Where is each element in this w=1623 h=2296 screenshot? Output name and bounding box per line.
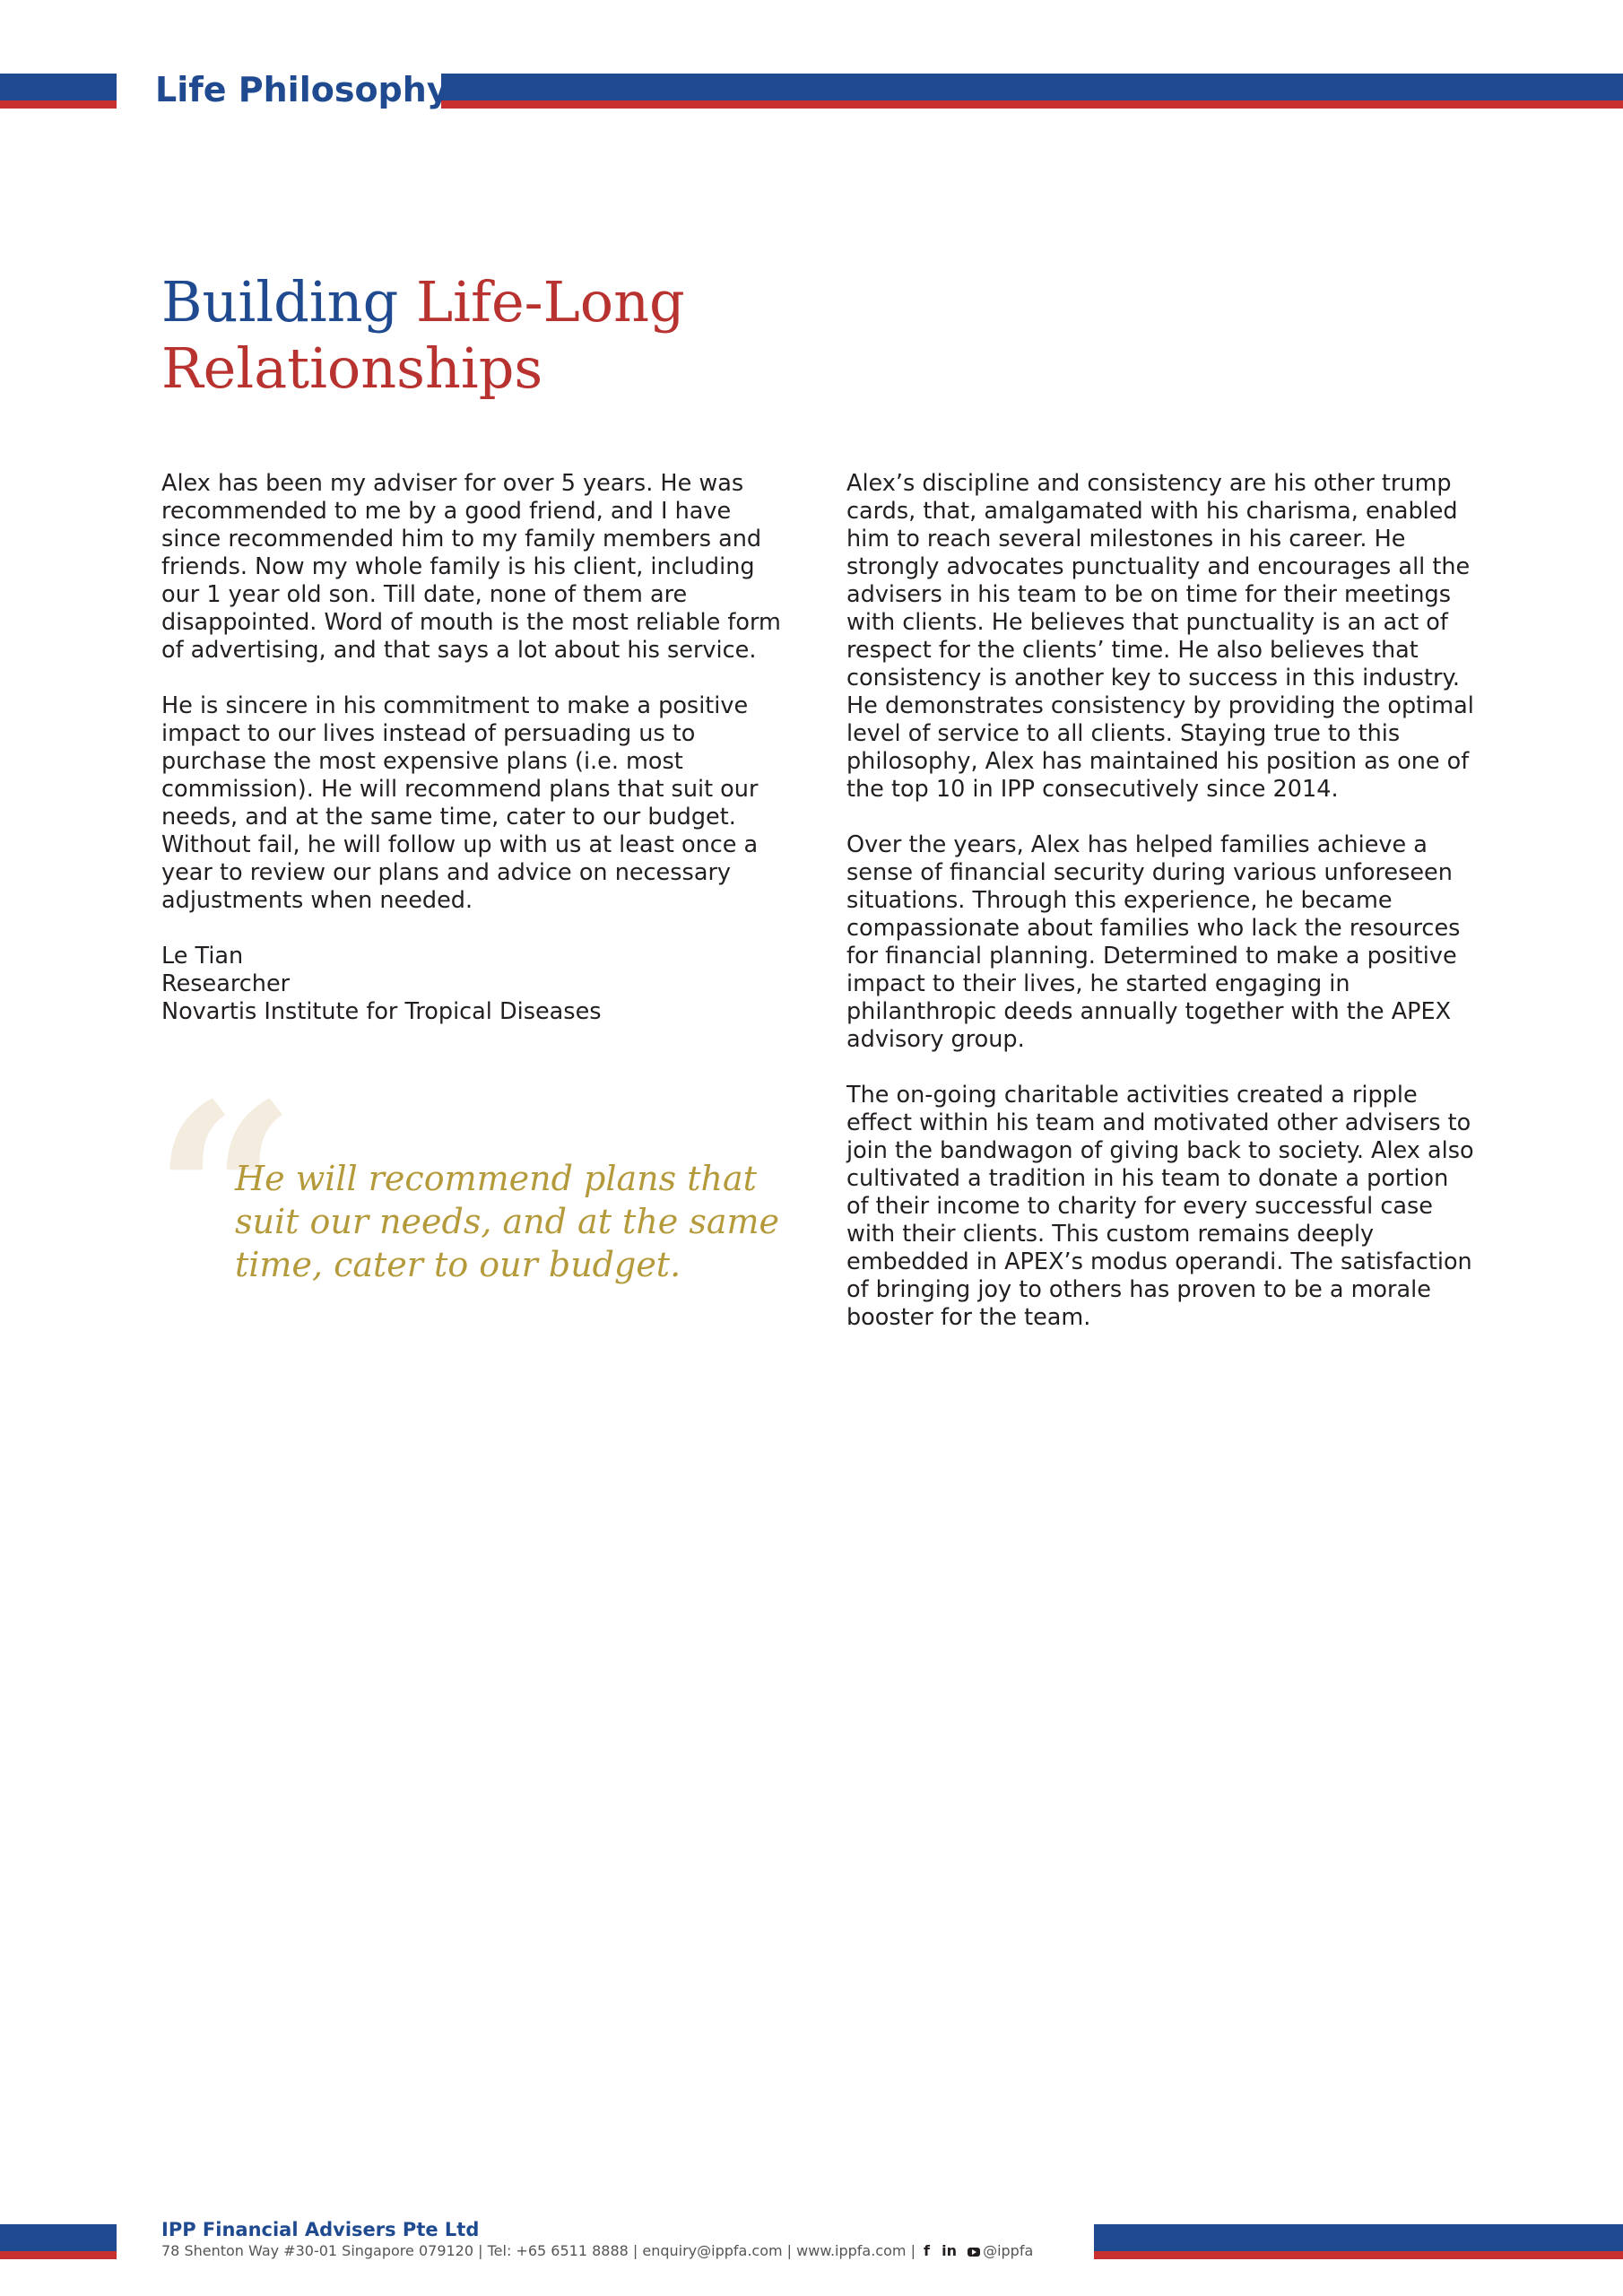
footer-contact-text: 78 Shenton Way #30-01 Singapore 079120 | Tel: +65 6511 8888 | enquiry@ippfa.com | www.ippfa.com | [161,2242,916,2259]
signature-name: Le Tian [161,943,244,970]
paragraph: Alex’s discipline and consistency are his other trump cards, that, amalgamated with his charisma, enabled him to reach several milestones in his career. He strongly advocates punctuality and encourages all the advisers in his team to be on time for their meetings with clients. He believes that punctuality is an act of respect for the clients’ time. He also believes that consistency is another key to success in this industry. He demonstrates consistency by providing the optimal level of service to all clients. Staying true to this philosophy, Alex has maintained his position as one of the top 10 in IPP consecutively since 2014. [846,470,1474,803]
title-part-red: Life-Long [416,269,685,335]
header-band-right [441,74,1623,109]
paragraph: Alex has been my adviser for over 5 years. He was recommended to me by a good friend, and I have since recommended him to my family members and friends. Now my whole family is his client, including our 1 year old son. Till date, none of them are disappointed. Word of mouth is the most reliable form of advertising, and that says a lot about his service. [161,470,781,664]
facebook-icon[interactable]: f [924,2242,931,2259]
right-column [846,470,1474,1360]
left-column [161,470,789,1054]
article-title [161,269,968,402]
title-part-blue: Building [161,269,416,335]
footer-contact [161,2242,1033,2259]
footer-company-name: IPP Financial Advisers Pte Ltd [161,2219,480,2240]
linkedin-icon[interactable]: in [942,2242,957,2259]
pull-quote: He will recommend plans that suit our needs, and at the same time, cater to our budget. [235,1159,780,1284]
title-part-red-2: Relationships [161,335,543,401]
signature-role: Researcher [161,970,291,997]
social-handle[interactable]: @ippfa [983,2242,1034,2259]
footer-band-right [1094,2224,1623,2259]
paragraph: The on-going charitable activities created a ripple effect within his team and motivated other advisers to join the bandwagon of giving back to society. Alex also cultivated a tradition in his team to donate a portion of their income to charity for every successful case with their clients. This custom remains deeply embedded in APEX’s modus operandi. The satisfaction of bringing joy to others has proven to be a morale booster for the team. [846,1082,1474,1331]
paragraph: Over the years, Alex has helped families achieve a sense of financial security during various unforeseen situations. Through this experience, he became compassionate about families who lack the resources for financial planning. Determined to make a positive impact to their lives, he started engaging in philanthropic deeds annually together with the APEX advisory group. [846,831,1461,1053]
signature-organization: Novartis Institute for Tropical Diseases [161,998,602,1025]
quote-mark-icon: “ [152,1049,298,1344]
paragraph: He is sincere in his commitment to make a positive impact to our lives instead of persuading us to purchase the most expensive plans (i.e. most commission). He will recommend plans that suit our needs, and at the same time, cater to our budget. Without fail, he will follow up with us at least once a year to review our plans and advice on necessary adjustments when needed. [161,692,759,914]
signature [161,943,789,1026]
header-band-left [0,74,117,109]
section-label: Life Philosophy [155,70,449,109]
youtube-icon[interactable] [968,2248,980,2257]
footer-band-left [0,2224,117,2259]
